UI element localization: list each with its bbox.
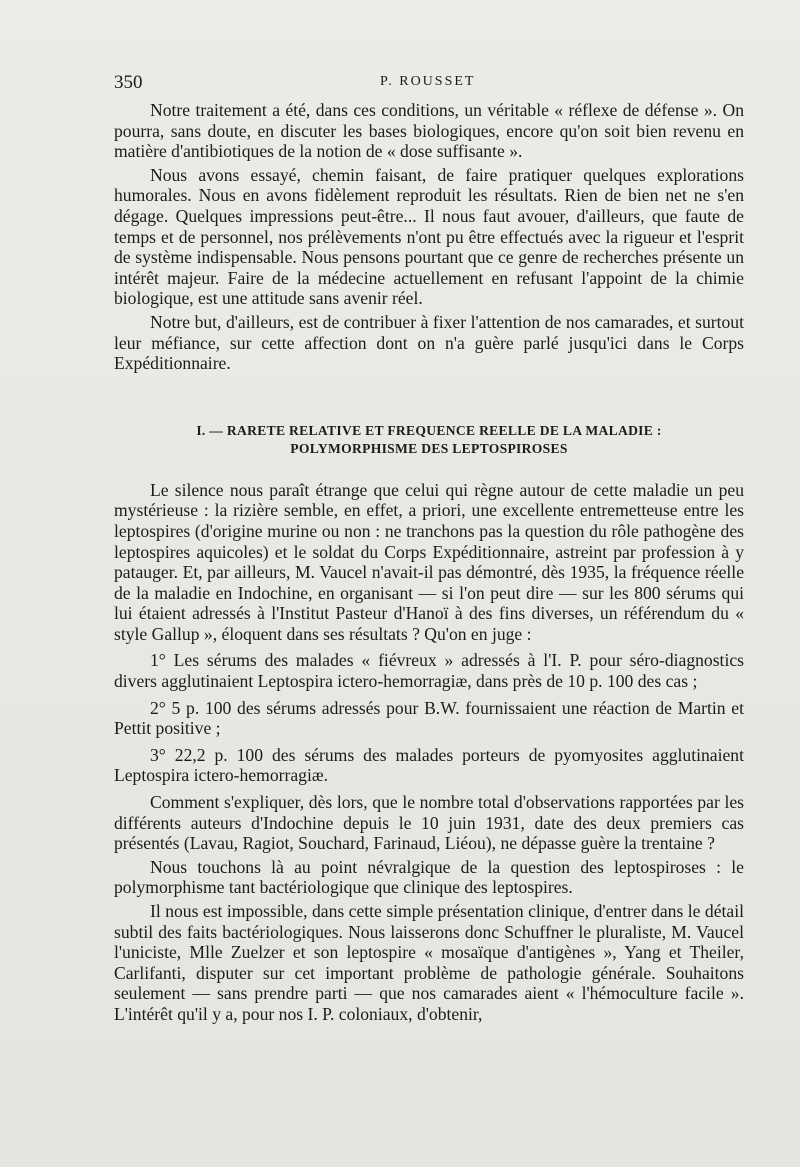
list-item: 1° Les sérums des malades « fiévreux » adressés à l'I. P. pour séro-diagnostics divers agglutinaient Leptospira ictero-hemorragiæ, dans près de 10 p. 100 des cas ; (114, 650, 744, 692)
paragraph: Nous avons essayé, chemin faisant, de faire pratiquer quelques explorations humorales. Nous en avons fidèlement reproduit les résultats. Rien de bien net ne s'en dégage. Quelques impressions peut-être... Il nous faut avouer, d'ailleurs, que faute de temps et de personnel, nos prélèvements n'ont pu être effectués avec la rigueur et l'esprit de système indispensable. Nous pensons pourtant que ce genre de recherches présente un intérêt majeur. Faire de la médecine actuellement en refusant l'appoint de la chimie biologique, est une attitude sans avenir réel. (114, 164, 744, 309)
running-title: P. ROUSSET (380, 74, 476, 89)
section-body (114, 480, 744, 1025)
paragraph: Nous touchons là au point névralgique de la question des leptospiroses : le polymorphisme tant bactériologique que clinique des leptospires. (114, 856, 744, 898)
list-item: 2° 5 p. 100 des sérums adressés pour B.W. fournissaient une réaction de Martin et Pettit positive ; (114, 697, 744, 739)
paragraph: Le silence nous paraît étrange que celui qui règne autour de cette maladie un peu mystérieuse : la rizière semble, en effet, a priori, une excellente entremetteuse entre les leptospires (d'origine murine ou non : ne tranchons pas la question du rôle pathogène des leptospires aquicoles) et le soldat du Corps Expéditionnaire, astreint par profession à y patauger. Et, par ailleurs, M. Vaucel n'avait-il pas démontré, dès 1935, la fréquence réelle de la maladie en Indochine, en organisant — si l'on peut dire — sur les 800 sérums qui lui étaient adressés à l'Institut Pasteur d'Hanoï à des fins diverses, un référendum du « style Gallup », éloquent dans ses résultats ? Qu'on en juge : (114, 479, 744, 644)
section-heading-line: POLYMORPHISME DES LEPTOSPIROSES (290, 440, 568, 456)
list-item: 3° 22,2 p. 100 des sérums des malades porteurs de pyomyosites agglutinaient Leptospira ictero-hemorragiæ. (114, 744, 744, 786)
paragraph: Notre but, d'ailleurs, est de contribuer à fixer l'attention de nos camarades, et surtout leur méfiance, sur cette affection dont on n'a guère parlé jusqu'ici dans le Corps Expéditionnaire. (114, 311, 744, 374)
paragraph: Il nous est impossible, dans cette simple présentation clinique, d'entrer dans le détail subtil des faits bactériologiques. Nous laisserons donc Schuffner le pluraliste, M. Vaucel l'uniciste, Mlle Zuelzer et son leptospire « mosaïque d'antigènes », Yang et Theiler, Carlifanti, disputer sur cet important problème de pathologie générale. Souhaitons seulement — sans prendre parti — que nos camarades aient « l'hémoculture facile ». L'intérêt qu'il y a, pour nos I. P. coloniaux, d'obtenir, (114, 901, 744, 1024)
intro-block (114, 100, 744, 374)
section-spacer (114, 374, 744, 422)
section-heading (114, 422, 744, 458)
running-head (114, 70, 744, 100)
paragraph: Comment s'expliquer, dès lors, que le nombre total d'observations rapportées par les différents auteurs d'Indochine depuis le 10 juin 1931, date des deux premiers cas présentés (Lavau, Ragiot, Souchard, Farinaud, Liéou), ne dépasse guère la trentaine ? (114, 792, 744, 854)
section-heading-line: I. — RARETE RELATIVE ET FREQUENCE REELLE DE LA MALADIE : (196, 422, 662, 438)
paragraph: Notre traitement a été, dans ces conditions, un véritable « réflexe de défense ». On pourra, sans doute, en discuter les bases biologiques, encore qu'on soit bien revenu en matière d'antibiotiques de la notion de « dose suffisante ». (114, 100, 744, 162)
page-number: 350 (114, 72, 143, 93)
